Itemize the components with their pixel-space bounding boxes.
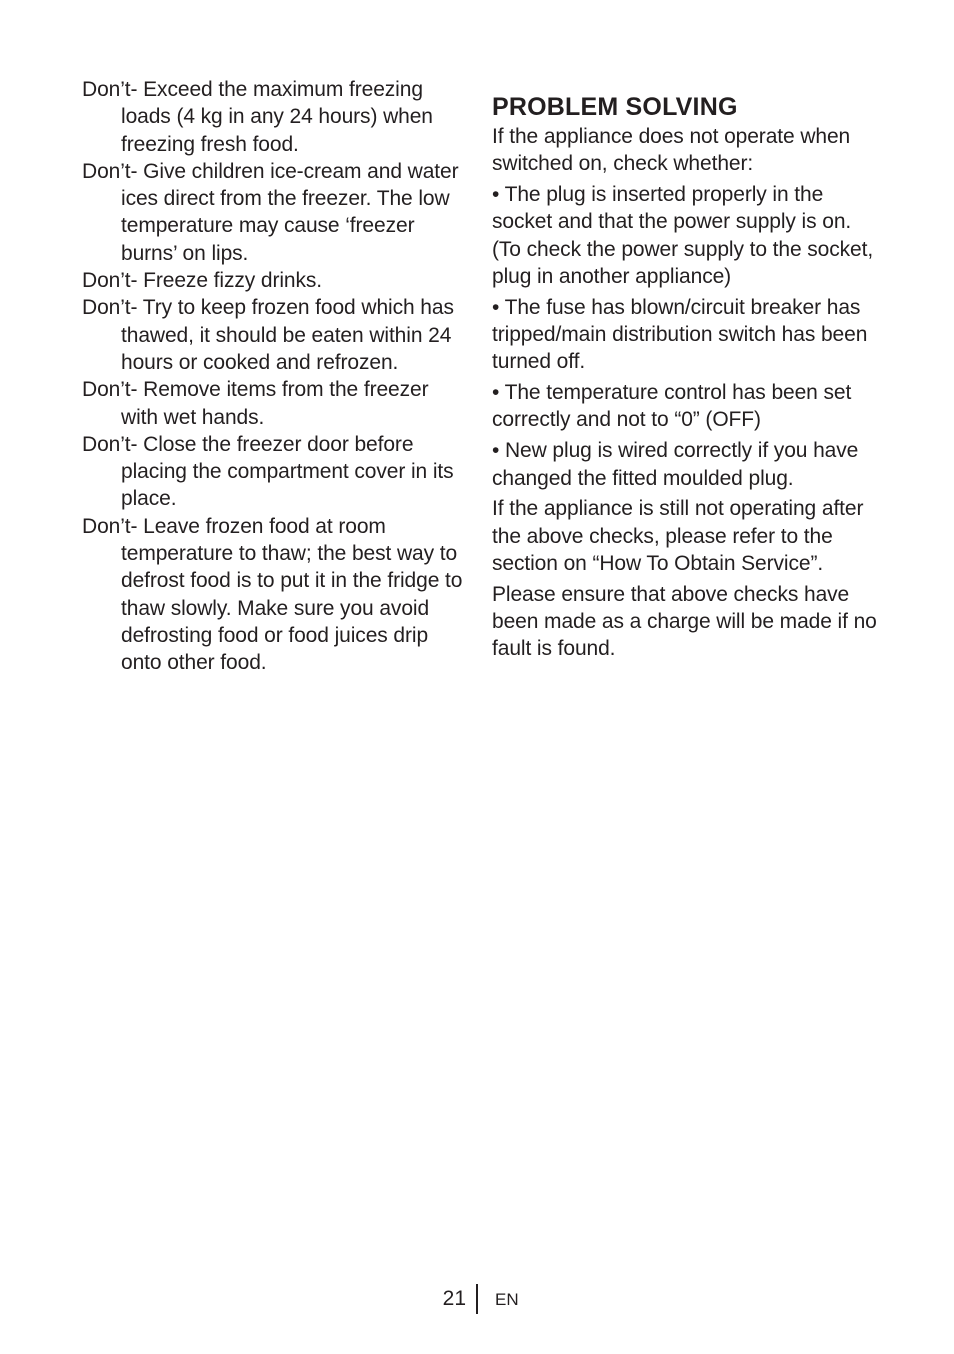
dont-item-fizzy-drinks: Don’t- Freeze fizzy drinks. — [82, 269, 323, 293]
left-column — [82, 76, 464, 677]
still-not-operating-text: If the appliance is still not operating after the above checks, please refer to the section on “How To Obtain Service”. — [492, 497, 864, 575]
check-item-new-plug: • New plug is wired correctly if you have changed the fitted moulded plug. — [492, 439, 859, 490]
right-column — [492, 91, 884, 666]
dont-item-children-ice-cream: Don’t- Give children ice-cream and water ices direct from the freezer. The low temperature may cause ‘freezer burns’ on lips. — [82, 159, 459, 265]
dont-item-wet-hands: Don’t- Remove items from the freezer with wet hands. — [82, 378, 429, 429]
check-item-plug: • The plug is inserted properly in the socket and that the power supply is on. (To check the power supply to the socket, plug in another appliance) — [492, 183, 874, 288]
dont-item-close-door: Don’t- Close the freezer door before placing the compartment cover in its place. — [82, 432, 454, 511]
dont-item-thawed-food: Don’t- Try to keep frozen food which has thawed, it should be eaten within 24 hours or cooked and refrozen. — [82, 296, 454, 374]
ensure-checks-text: Please ensure that above checks have been made as a charge will be made if no fault is found. — [492, 582, 877, 661]
dont-item-max-freezing-load: Don’t- Exceed the maximum freezing loads (4 kg in any 24 hours) when freezing fresh food. — [82, 78, 433, 156]
language-code: EN — [495, 1290, 519, 1309]
dont-item-room-temperature-thaw: Don’t- Leave frozen food at room temperature to thaw; the best way to defrost food is to put it in the fridge to thaw slowly. Make sure you avoid defrosting food or food juices drip onto other food. — [82, 514, 463, 675]
intro-text: If the appliance does not operate when switched on, check whether: — [492, 125, 851, 176]
footer-divider — [476, 1284, 478, 1314]
section-heading: PROBLEM SOLVING — [492, 93, 738, 121]
check-item-temperature: • The temperature control has been set correctly and not to “0” (OFF) — [492, 381, 852, 432]
page-footer — [0, 1284, 954, 1316]
page-number: 21 — [442, 1287, 466, 1310]
check-item-fuse: • The fuse has blown/circuit breaker has tripped/main distribution switch has been turned off. — [492, 295, 868, 374]
